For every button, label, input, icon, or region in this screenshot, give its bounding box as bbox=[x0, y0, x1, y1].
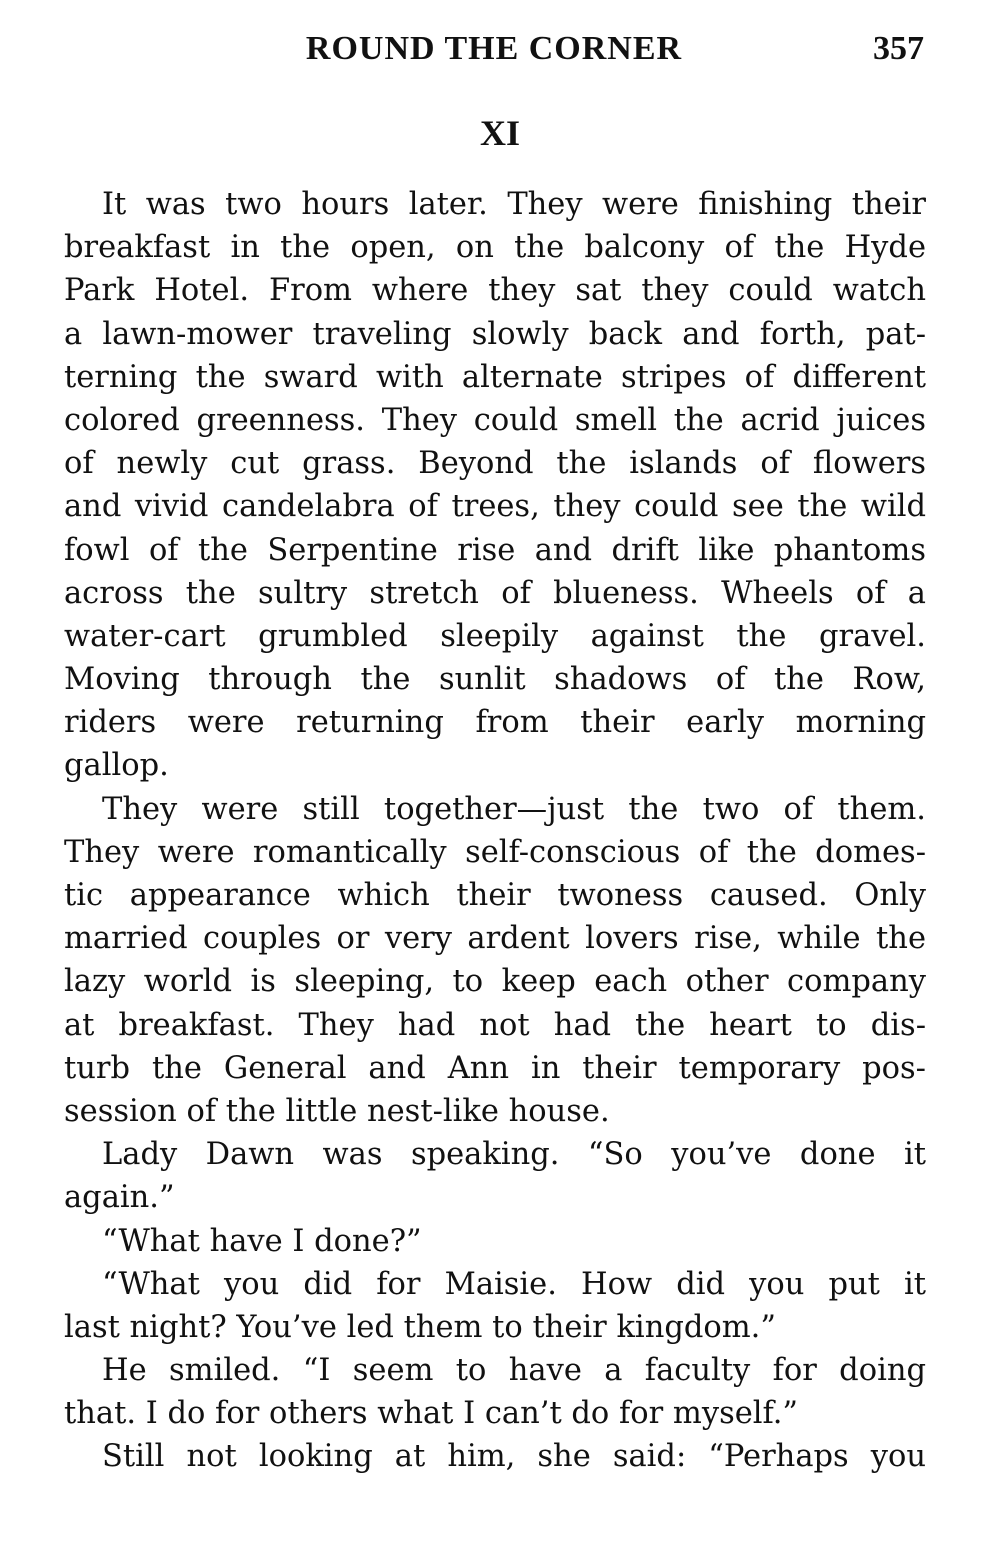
text-line: They were romantically self-conscious of the domes- bbox=[64, 834, 926, 870]
text-line: Park Hotel. From where they sat they could watch bbox=[64, 273, 926, 309]
text-line: water-cart grumbled sleepily against the gravel. bbox=[64, 618, 926, 654]
running-header bbox=[64, 30, 924, 80]
text-line: colored greenness. They could smell the acrid juices bbox=[64, 402, 926, 438]
text-line: “What have I done?” bbox=[102, 1223, 422, 1259]
text-line: again.” bbox=[64, 1180, 175, 1216]
text-line: of newly cut grass. Beyond the islands of flowers bbox=[64, 446, 926, 482]
text-line: session of the little nest-like house. bbox=[64, 1093, 610, 1129]
text-line: and vivid candelabra of trees, they could see the wild bbox=[64, 489, 926, 525]
text-line: He smiled. “I seem to have a faculty for doing bbox=[102, 1353, 926, 1389]
text-line: across the sultry stretch of blueness. Wheels of a bbox=[64, 575, 926, 611]
text-line: lazy world is sleeping, to keep each other company bbox=[64, 964, 926, 1000]
text-line: a lawn-mower traveling slowly back and forth, pat- bbox=[64, 316, 926, 352]
text-line: breakfast in the open, on the balcony of the Hyde bbox=[64, 230, 926, 266]
body-text bbox=[64, 183, 926, 1479]
text-line: married couples or very ardent lovers rise, while the bbox=[64, 921, 926, 957]
running-title: ROUND THE CORNER bbox=[305, 30, 683, 67]
text-line: Lady Dawn was speaking. “So you’ve done it bbox=[102, 1137, 926, 1173]
text-line: Still not looking at him, she said: “Perhaps you bbox=[102, 1439, 926, 1475]
text-line: “What you did for Maisie. How did you put it bbox=[102, 1266, 926, 1302]
text-line: Moving through the sunlit shadows of the Row, bbox=[64, 662, 926, 698]
text-line: terning the sward with alternate stripes of different bbox=[64, 359, 926, 395]
text-line: that. I do for others what I can’t do for myself.” bbox=[64, 1396, 799, 1432]
text-line: last night? You’ve led them to their kingdom.” bbox=[64, 1309, 776, 1345]
text-line: at breakfast. They had not had the heart to dis- bbox=[64, 1007, 926, 1043]
text-line: It was two hours later. They were finishing their bbox=[102, 187, 926, 222]
text-line: riders were returning from their early morning bbox=[64, 705, 926, 741]
text-line: tic appearance which their twoness caused. Only bbox=[64, 878, 926, 913]
page-number: 357 bbox=[873, 30, 924, 67]
chapter-number: XI bbox=[479, 113, 520, 153]
text-line: turb the General and Ann in their temporary pos- bbox=[64, 1050, 926, 1086]
text-line: They were still together—just the two of them. bbox=[102, 791, 926, 827]
text-line: gallop. bbox=[64, 748, 169, 784]
text-line: fowl of the Serpentine rise and drift like phantoms bbox=[64, 532, 926, 568]
